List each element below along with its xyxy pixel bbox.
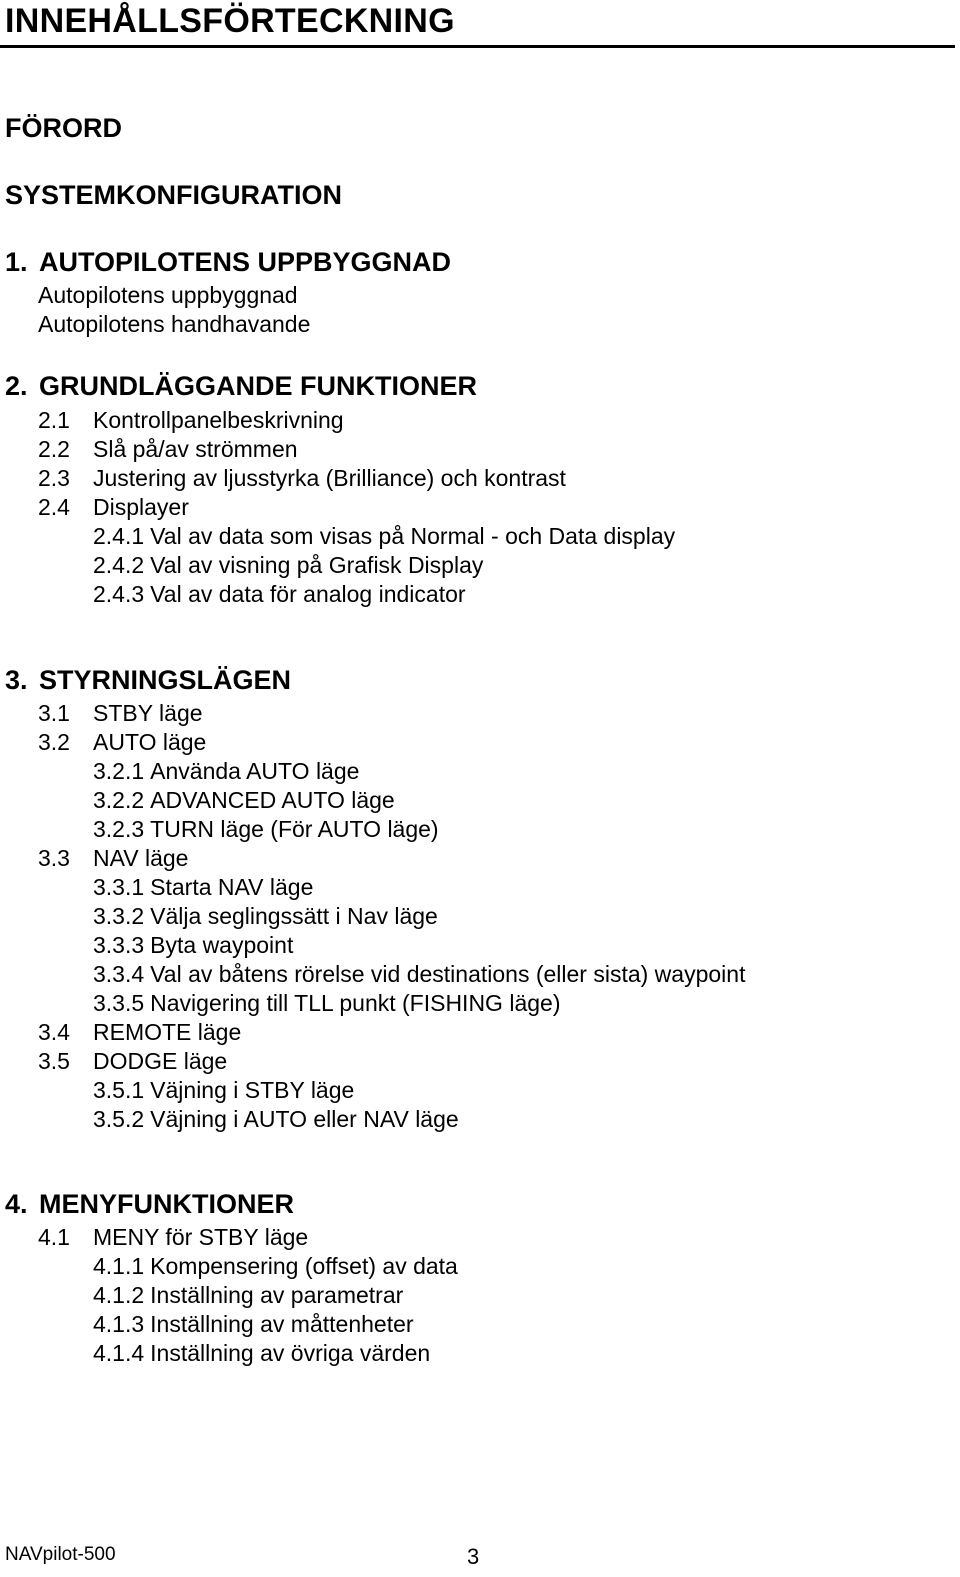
entry-label: Använda AUTO läge <box>150 758 360 784</box>
chapter-number: 4. <box>5 1189 28 1219</box>
toc-subentry <box>93 522 675 551</box>
entry-number: 2.1 <box>38 407 70 433</box>
entry-label: Inställning av övriga värden <box>150 1340 431 1366</box>
toc-entry <box>38 435 298 464</box>
chapter-label: GRUNDLÄGGANDE FUNKTIONER <box>39 371 477 401</box>
entry-number: 3.3.2 <box>93 903 145 929</box>
entry-label: ADVANCED AUTO läge <box>150 787 395 813</box>
toc-subentry <box>93 815 439 844</box>
chapter-1-heading <box>5 247 451 278</box>
entry-number: 3.3 <box>38 845 70 871</box>
toc-subentry <box>93 1252 458 1281</box>
chapter-label: AUTOPILOTENS UPPBYGGNAD <box>39 247 452 277</box>
toc-entry <box>38 493 189 522</box>
entry-number: 4.1.3 <box>93 1311 145 1337</box>
chapter-number: 1. <box>5 247 28 277</box>
entry-label: Byta waypoint <box>150 932 294 958</box>
chapter-number: 3. <box>5 665 28 695</box>
chapter-label: STYRNINGSLÄGEN <box>39 665 292 695</box>
toc-entry: Autopilotens handhavande <box>38 311 311 337</box>
toc-subentry <box>93 786 395 815</box>
entry-number: 2.3 <box>38 465 70 491</box>
entry-number: 3.1 <box>38 700 70 726</box>
toc-subentry <box>93 931 293 960</box>
entry-label: Väjning i AUTO eller NAV läge <box>150 1106 459 1132</box>
entry-label: Navigering till TLL punkt (FISHING läge) <box>150 990 561 1016</box>
entry-label: Val av visning på Grafisk Display <box>150 552 484 578</box>
entry-label: Justering av ljusstyrka (Brilliance) och kontrast <box>93 465 566 491</box>
entry-number: 3.3.5 <box>93 990 145 1016</box>
entry-number: 4.1 <box>38 1224 70 1250</box>
entry-number: 3.5 <box>38 1048 70 1074</box>
entry-number: 3.2.2 <box>93 787 145 813</box>
entry-number: 2.4.2 <box>93 552 145 578</box>
toc-subentry <box>93 1281 403 1310</box>
entry-label: Kompensering (offset) av data <box>150 1253 458 1279</box>
toc-entry <box>38 1223 308 1252</box>
page-title: INNEHÅLLSFÖRTECKNING <box>5 2 455 40</box>
toc-entry <box>38 728 206 757</box>
entry-label: Väjning i STBY läge <box>150 1077 355 1103</box>
toc-subentry <box>93 1105 459 1134</box>
entry-number: 3.5.1 <box>93 1077 145 1103</box>
heading-system-config: SYSTEMKONFIGURATION <box>5 180 342 210</box>
entry-label: Val av båtens rörelse vid destinations (eller sista) waypoint <box>150 961 746 987</box>
entry-label: Slå på/av strömmen <box>93 436 298 462</box>
entry-label: MENY för STBY läge <box>93 1224 309 1250</box>
toc-subentry <box>93 757 359 786</box>
toc-subentry <box>93 1076 354 1105</box>
toc-entry <box>38 1047 227 1076</box>
entry-label: STBY läge <box>93 700 203 726</box>
toc-entry: Autopilotens uppbyggnad <box>38 282 298 308</box>
title-underline <box>0 45 955 48</box>
toc-subentry <box>93 551 483 580</box>
toc-entry <box>38 464 566 493</box>
entry-label: AUTO läge <box>93 729 207 755</box>
entry-number: 3.2.3 <box>93 816 145 842</box>
entry-label: Displayer <box>93 494 189 520</box>
chapter-number: 2. <box>5 371 28 401</box>
entry-label: Val av data för analog indicator <box>150 581 466 607</box>
entry-number: 2.4.1 <box>93 523 145 549</box>
toc-entry <box>38 699 203 728</box>
entry-label: REMOTE läge <box>93 1019 242 1045</box>
entry-label: Starta NAV läge <box>150 874 314 900</box>
toc-subentry <box>93 960 745 989</box>
entry-label: Välja seglingssätt i Nav läge <box>150 903 438 929</box>
toc-subentry <box>93 1310 414 1339</box>
chapter-label: MENYFUNKTIONER <box>39 1189 294 1219</box>
footer-product-name: NAVpilot-500 <box>5 1544 116 1565</box>
chapter-4-heading <box>5 1189 294 1220</box>
entry-number: 3.5.2 <box>93 1106 145 1132</box>
entry-label: Inställning av måttenheter <box>150 1311 414 1337</box>
entry-number: 3.2 <box>38 729 70 755</box>
entry-number: 3.3.1 <box>93 874 145 900</box>
footer-page-number: 3 <box>467 1544 480 1569</box>
entry-label: Kontrollpanelbeskrivning <box>93 407 344 433</box>
entry-label: DODGE läge <box>93 1048 228 1074</box>
entry-label: Val av data som visas på Normal - och Data display <box>150 523 676 549</box>
chapter-2-heading <box>5 371 477 402</box>
entry-number: 3.3.4 <box>93 961 145 987</box>
toc-subentry <box>93 1339 430 1368</box>
toc-subentry <box>93 902 438 931</box>
toc-entry <box>38 406 344 435</box>
toc-entry <box>38 844 188 873</box>
entry-number: 3.2.1 <box>93 758 145 784</box>
entry-number: 4.1.2 <box>93 1282 145 1308</box>
entry-number: 3.3.3 <box>93 932 145 958</box>
toc-subentry <box>93 580 466 609</box>
entry-number: 2.4 <box>38 494 70 520</box>
entry-label: TURN läge (För AUTO läge) <box>150 816 439 842</box>
toc-subentry <box>93 989 560 1018</box>
entry-label: NAV läge <box>93 845 189 871</box>
heading-foreword: FÖRORD <box>5 113 122 143</box>
toc-subentry <box>93 873 313 902</box>
entry-number: 4.1.1 <box>93 1253 145 1279</box>
entry-number: 2.4.3 <box>93 581 145 607</box>
entry-number: 2.2 <box>38 436 70 462</box>
entry-number: 3.4 <box>38 1019 70 1045</box>
toc-entry <box>38 1018 241 1047</box>
entry-number: 4.1.4 <box>93 1340 145 1366</box>
entry-label: Inställning av parametrar <box>150 1282 404 1308</box>
chapter-3-heading <box>5 665 291 696</box>
